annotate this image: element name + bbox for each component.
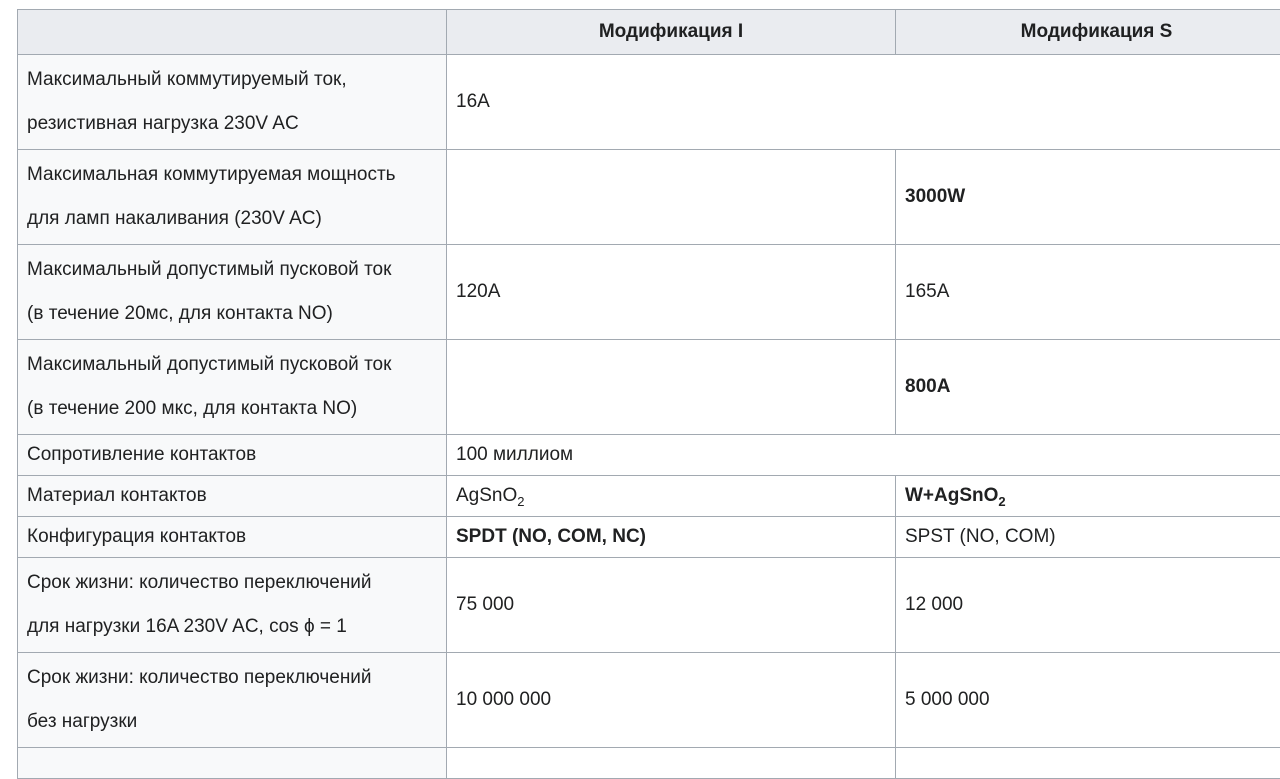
formula-base: W+AgSnO xyxy=(905,485,998,506)
row-label xyxy=(18,245,447,340)
row-label-line: (в течение 20мс, для контакта NO) xyxy=(27,292,437,336)
row-label-line: Максимальная коммутируемая мощность xyxy=(27,153,437,197)
cell-mod-s: 12 000 xyxy=(896,558,1280,653)
row-label-line: Срок жизни: количество переключений xyxy=(27,561,437,605)
cell-mod-s xyxy=(896,476,1280,517)
cell-mod-s: SPST (NO, COM) xyxy=(896,517,1280,558)
cell-merged: 16A xyxy=(447,55,1280,150)
table-row xyxy=(18,55,1280,150)
cell-mod-s: 3000W xyxy=(896,150,1280,245)
table-row xyxy=(18,653,1280,748)
cell-mod-i: 120A xyxy=(447,245,896,340)
row-label-line: (в течение 200 мкс, для контакта NO) xyxy=(27,387,437,431)
row-label xyxy=(18,653,447,748)
formula-subscript: 2 xyxy=(517,494,524,509)
row-label: Материал контактов xyxy=(18,476,447,517)
cell-mod-i xyxy=(447,150,896,245)
cell-mod-s: 165A xyxy=(896,245,1280,340)
row-label xyxy=(18,748,447,779)
row-label-line: для ламп накаливания (230V AC) xyxy=(27,197,437,241)
cell-mod-i xyxy=(447,748,896,779)
cell-mod-i xyxy=(447,340,896,435)
row-label-line: Максимальный допустимый пусковой ток xyxy=(27,343,437,387)
cell-mod-s: 5 000 000 xyxy=(896,653,1280,748)
header-mod-s: Модификация S xyxy=(896,10,1280,55)
cell-mod-i: 75 000 xyxy=(447,558,896,653)
table-row xyxy=(18,435,1280,476)
row-label-line: Срок жизни: количество переключений xyxy=(27,656,437,700)
row-label xyxy=(18,340,447,435)
table-row xyxy=(18,340,1280,435)
cell-mod-i: SPDT (NO, COM, NC) xyxy=(447,517,896,558)
cell-mod-s xyxy=(896,748,1280,779)
row-label-line: без нагрузки xyxy=(27,700,437,744)
row-label-line: Максимальный коммутируемый ток, xyxy=(27,58,437,102)
header-mod-i: Модификация I xyxy=(447,10,896,55)
row-label-line: резистивная нагрузка 230V AC xyxy=(27,102,437,146)
row-label: Сопротивление контактов xyxy=(18,435,447,476)
row-label-line: для нагрузки 16A 230V AC, cos ϕ = 1 xyxy=(27,605,437,649)
cell-merged: 100 миллиом xyxy=(447,435,1280,476)
table-row xyxy=(18,476,1280,517)
row-label-line: Максимальный допустимый пусковой ток xyxy=(27,248,437,292)
cell-mod-i: 10 000 000 xyxy=(447,653,896,748)
table-row xyxy=(18,517,1280,558)
row-label xyxy=(18,558,447,653)
formula-subscript: 2 xyxy=(998,494,1005,509)
table-row xyxy=(18,245,1280,340)
table-row xyxy=(18,150,1280,245)
cell-mod-s: 800A xyxy=(896,340,1280,435)
cell-mod-i xyxy=(447,476,896,517)
table-row xyxy=(18,558,1280,653)
specs-table xyxy=(17,9,1280,779)
row-label xyxy=(18,55,447,150)
row-label: Конфигурация контактов xyxy=(18,517,447,558)
header-empty xyxy=(18,10,447,55)
row-label xyxy=(18,150,447,245)
formula-base: AgSnO xyxy=(456,485,517,506)
table-row xyxy=(18,748,1280,779)
header-row xyxy=(18,10,1280,55)
